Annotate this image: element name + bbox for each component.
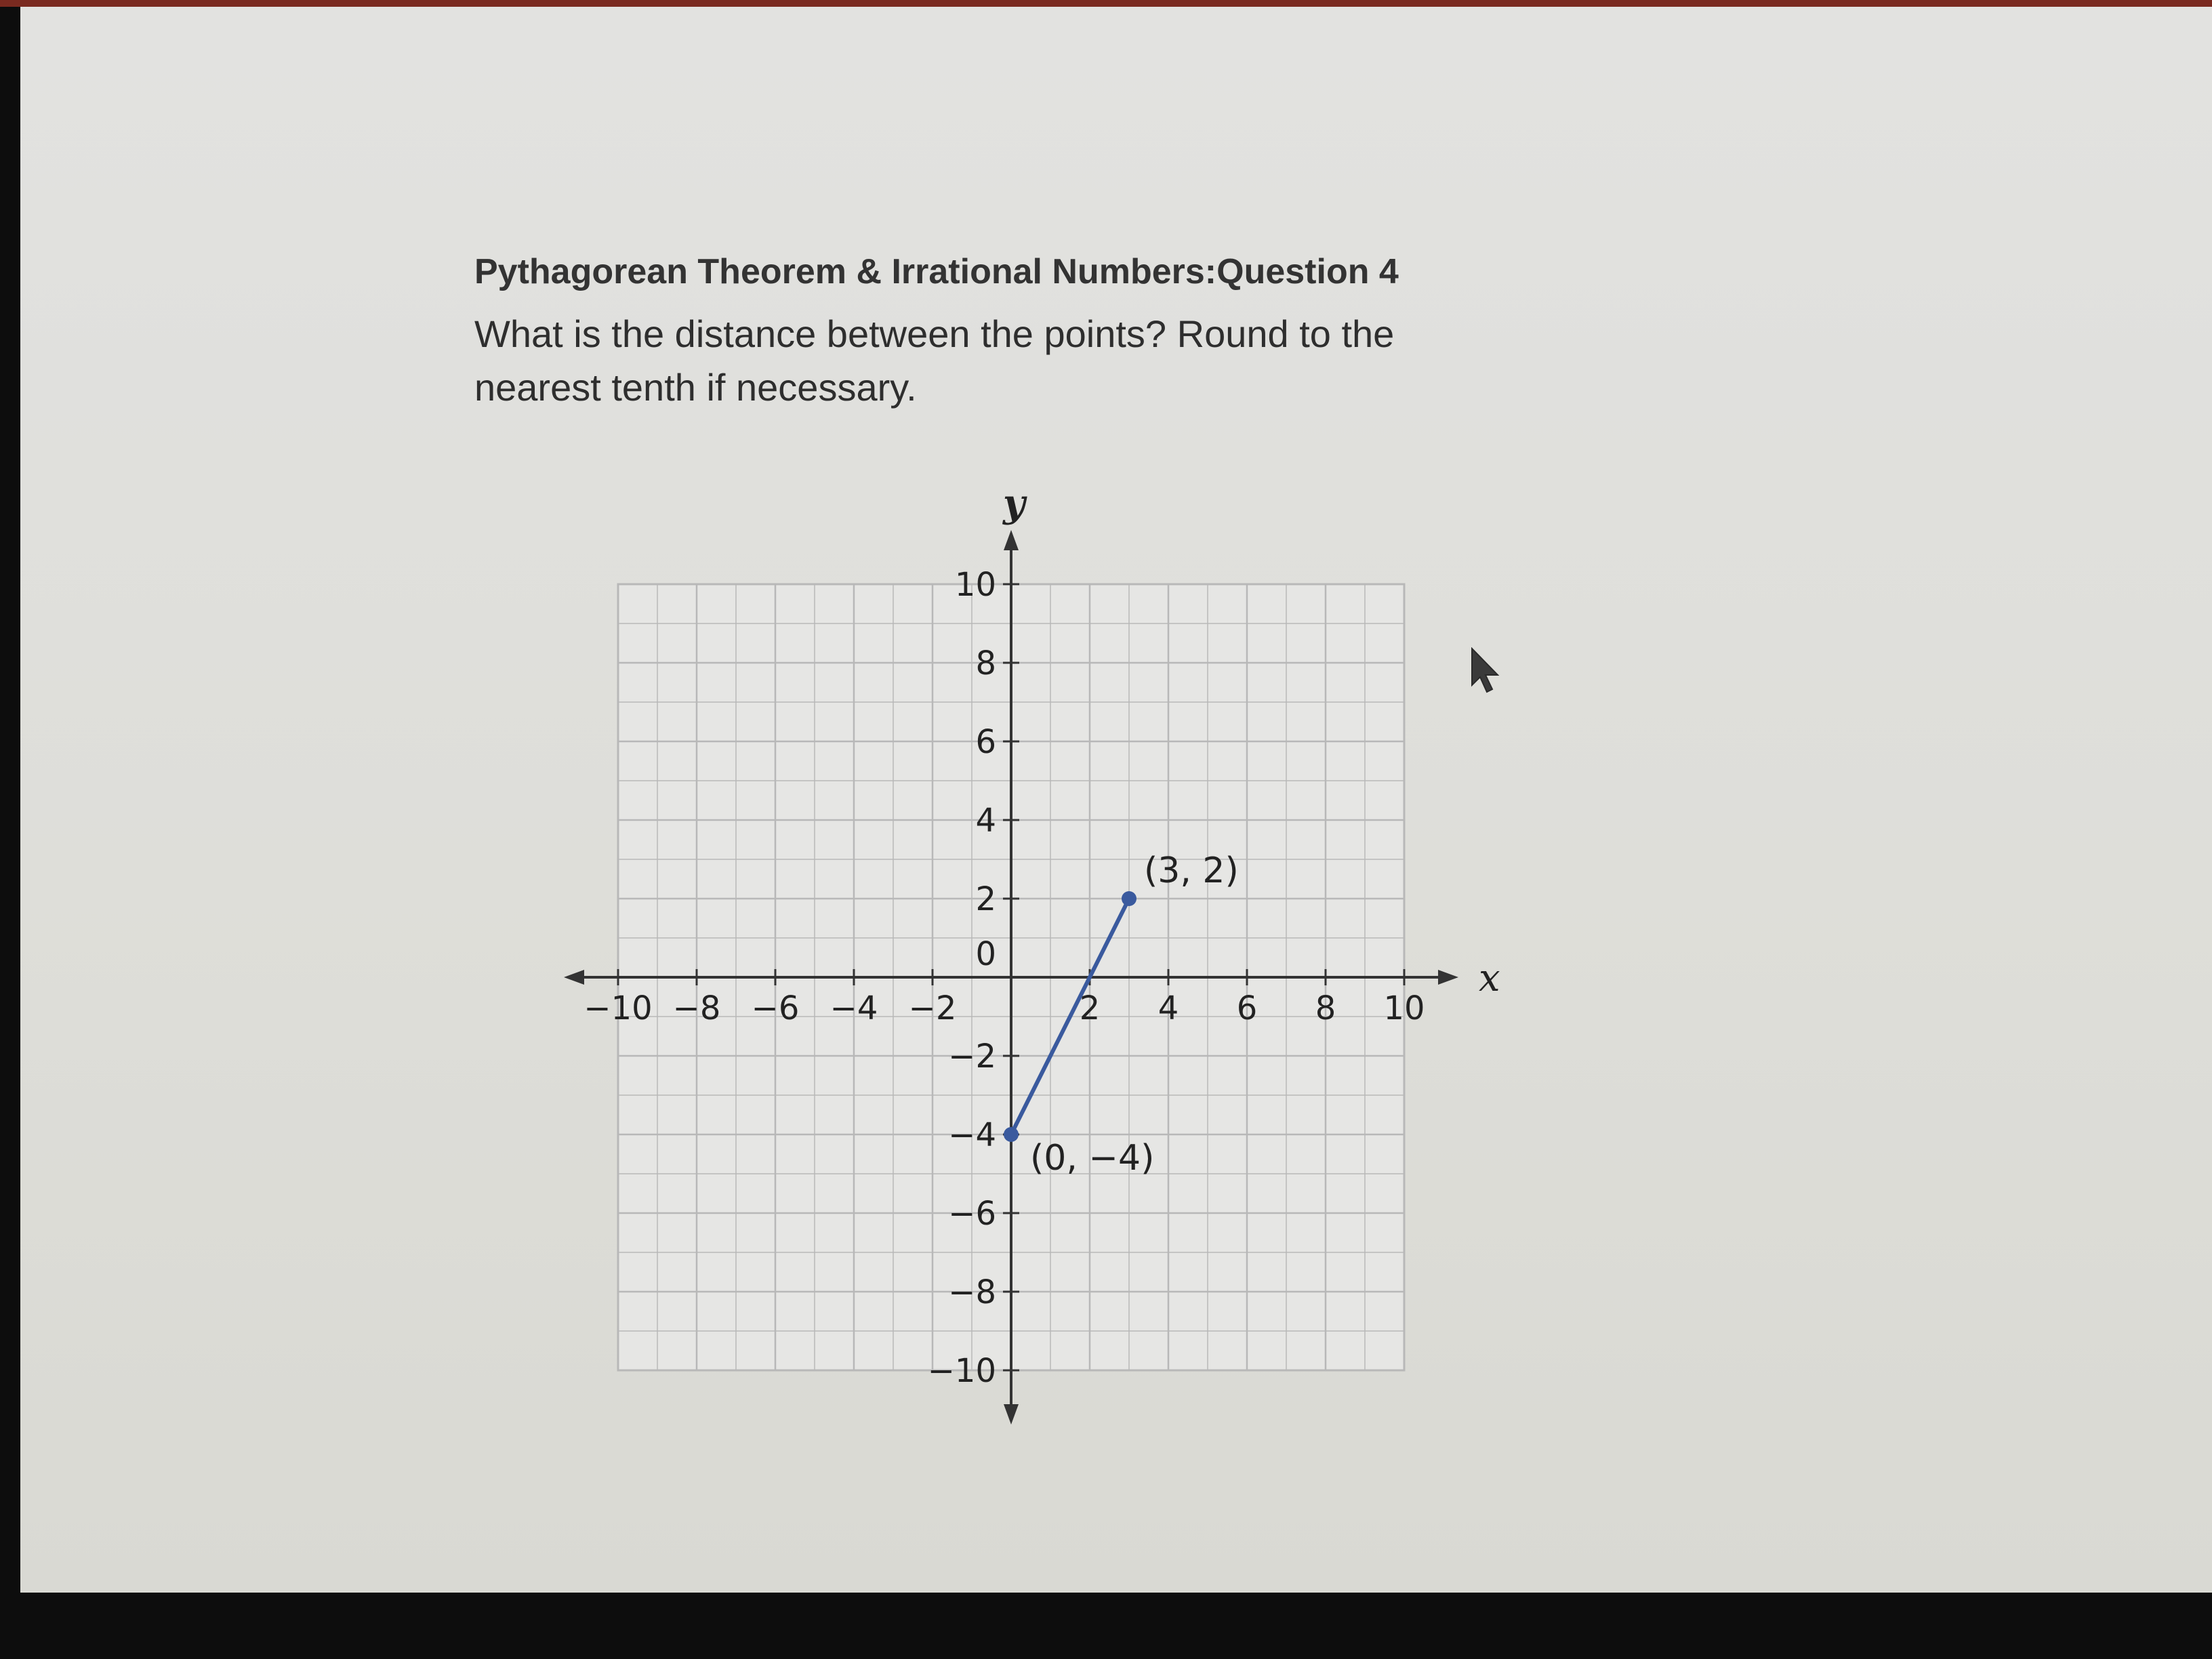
y-tick-label: 2	[975, 880, 996, 918]
y-tick-label: 4	[975, 802, 996, 840]
y-tick-label: −4	[948, 1116, 996, 1154]
x-tick-label: 4	[1158, 989, 1179, 1027]
data-point	[1004, 1127, 1019, 1142]
screen	[20, 7, 2212, 1593]
data-point	[1122, 891, 1136, 906]
question-title: Pythagorean Theorem & Irrational Numbers:Question 4	[474, 252, 1399, 291]
y-tick-label: −10	[927, 1352, 996, 1390]
coordinate-graph	[20, 7, 2212, 1593]
y-tick-label: −8	[948, 1273, 996, 1311]
x-axis-arrow-right-icon	[1438, 970, 1458, 985]
y-tick-label: −6	[948, 1195, 996, 1233]
x-tick-label: 6	[1236, 989, 1258, 1027]
x-tick-label: 8	[1315, 989, 1336, 1027]
x-axis-label: x	[1479, 956, 1500, 1000]
x-axis-arrow-left-icon	[564, 970, 584, 985]
top-strip	[0, 0, 2212, 7]
x-tick-label: −4	[830, 989, 878, 1027]
mouse-cursor-icon	[1469, 647, 1503, 695]
point-label: (0, −4)	[1030, 1138, 1155, 1179]
y-tick-label: 10	[954, 566, 996, 604]
y-tick-label: −2	[948, 1038, 996, 1076]
y-axis-arrow-down-icon	[1004, 1404, 1019, 1425]
y-axis-label: y	[1003, 481, 1025, 526]
point-label: (3, 2)	[1144, 851, 1239, 891]
x-tick-label: 10	[1383, 989, 1425, 1027]
y-axis-arrow-up-icon	[1004, 530, 1019, 550]
y-tick-label: 8	[975, 644, 996, 682]
y-tick-label: 6	[975, 723, 996, 761]
x-tick-label: −10	[583, 989, 653, 1027]
x-tick-label: −8	[672, 989, 721, 1027]
origin-label: 0	[975, 935, 996, 973]
question-text: What is the distance between the points? Round to the nearest tenth if necessary.	[474, 312, 1395, 409]
x-tick-label: −6	[751, 989, 800, 1027]
x-tick-label: 2	[1079, 989, 1101, 1027]
x-tick-label: −2	[908, 989, 957, 1027]
